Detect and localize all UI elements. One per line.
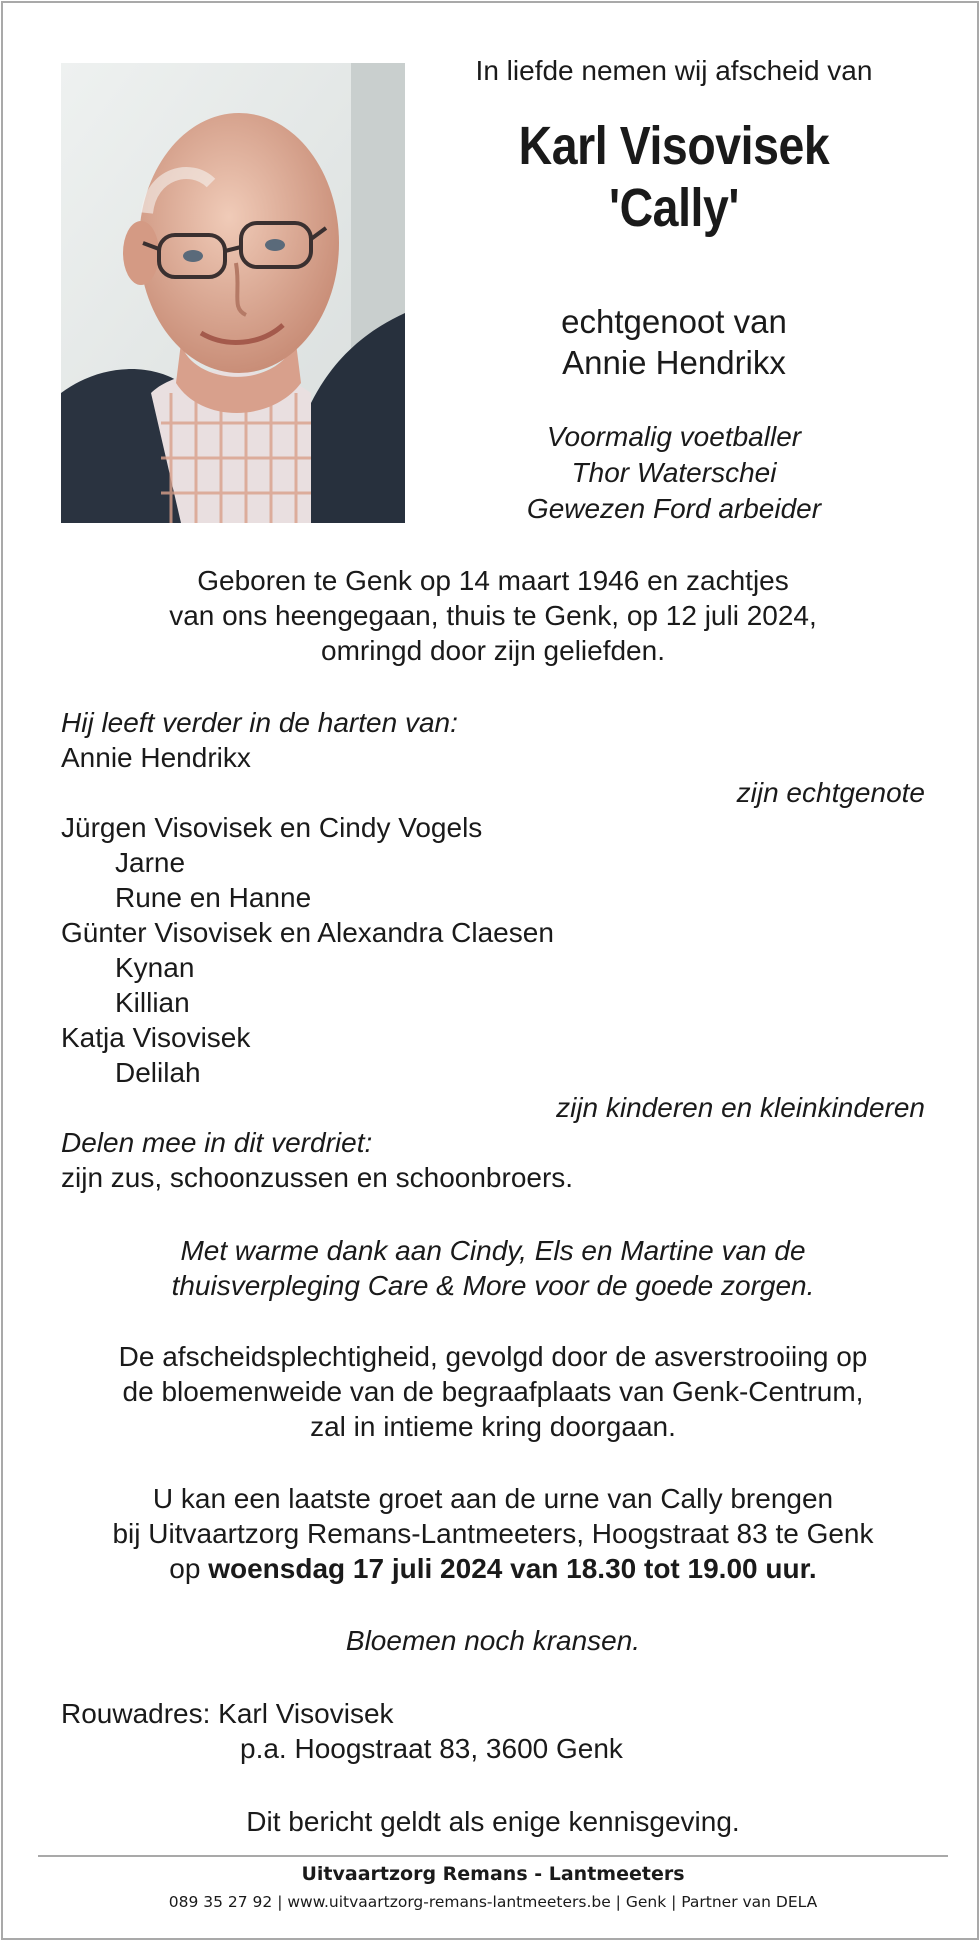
- list-item: Günter Visovisek en Alexandra Claesen: [61, 917, 554, 948]
- greeting-line: [61, 1551, 925, 1586]
- career-line: Thor Waterschei: [571, 457, 777, 488]
- list-item: Kynan: [115, 952, 195, 983]
- survivor-spouse: Annie Hendrikx: [61, 742, 251, 773]
- list-item: Rune en Hanne: [115, 882, 312, 913]
- thanks-text: [61, 1233, 925, 1303]
- greeting-text: [61, 1481, 925, 1586]
- born-line: Geboren te Genk op 14 maart 1946 en zachtjes: [197, 565, 789, 596]
- list-item: Killian: [115, 987, 190, 1018]
- spouse-block: [433, 301, 915, 383]
- list-item: Katja Visovisek: [61, 1022, 251, 1053]
- list-item: Jürgen Visovisek en Cindy Vogels: [61, 812, 483, 843]
- list-item: Delilah: [115, 1057, 201, 1088]
- deceased-nickname: 'Cally': [608, 178, 740, 238]
- spouse-name: Annie Hendrikx: [562, 344, 786, 381]
- children-role: zijn kinderen en kleinkinderen: [556, 1092, 925, 1123]
- greeting-datetime: woensdag 17 juli 2024 van 18.30 tot 19.00 uur.: [208, 1553, 817, 1584]
- thanks-line: thuisverpleging Care & More voor de goede zorgen.: [171, 1270, 815, 1301]
- birth-death-text: [61, 563, 925, 668]
- thanks-line: Met warme dank aan Cindy, Els en Martine van de: [180, 1235, 806, 1266]
- ceremony-line: De afscheidsplechtigheid, gevolgd door de asverstrooiing op: [118, 1341, 868, 1372]
- ceremony-line: zal in intieme kring doorgaan.: [310, 1411, 676, 1442]
- deceased-name: [467, 115, 882, 239]
- footer-contact: 089 35 27 92 | www.uitvaartzorg-remans-lantmeeters.be | Genk | Partner van DELA: [168, 1893, 818, 1911]
- career-line: Voormalig voetballer: [546, 421, 802, 452]
- ceremony-text: [61, 1339, 925, 1444]
- ceremony-line: de bloemenweide van de begraafplaats van Genk-Centrum,: [122, 1376, 864, 1407]
- portrait-photo: [61, 63, 405, 523]
- deceased-name-line1: Karl Visovisek: [518, 116, 830, 176]
- born-line: van ons heengegaan, thuis te Genk, op 12 juli 2024,: [169, 600, 817, 631]
- flowers-text: Bloemen noch kransen.: [345, 1625, 641, 1656]
- mourning-address-line2: p.a. Hoogstraat 83, 3600 Genk: [240, 1733, 623, 1764]
- spouse-role: zijn echtgenote: [736, 777, 925, 808]
- spouse-label: echtgenoot van: [561, 303, 787, 340]
- notice-text: Dit bericht geldt als enige kennisgeving.: [246, 1806, 740, 1837]
- footer-divider: [38, 1855, 948, 1857]
- intro-text: In liefde nemen wij afscheid van: [475, 55, 873, 86]
- survivors-heading: Hij leeft verder in de harten van:: [61, 707, 458, 738]
- career-line: Gewezen Ford arbeider: [526, 493, 822, 524]
- survivors-list: [61, 705, 925, 1195]
- obituary-card: [1, 1, 979, 1940]
- share-heading: Delen mee in dit verdriet:: [61, 1127, 373, 1158]
- greeting-line: bij Uitvaartzorg Remans-Lantmeeters, Hoogstraat 83 te Genk: [112, 1518, 874, 1549]
- footer-title: Uitvaartzorg Remans - Lantmeeters: [301, 1863, 685, 1885]
- career-block: [433, 419, 915, 527]
- born-line: omringd door zijn geliefden.: [321, 635, 665, 666]
- mourning-address-line1: Rouwadres: Karl Visovisek: [61, 1698, 394, 1729]
- share-text: zijn zus, schoonzussen en schoonbroers.: [61, 1162, 574, 1193]
- list-item: Jarne: [115, 847, 186, 878]
- greeting-line: U kan een laatste groet aan de urne van Cally brengen: [152, 1483, 834, 1514]
- greeting-prefix: op: [169, 1553, 209, 1584]
